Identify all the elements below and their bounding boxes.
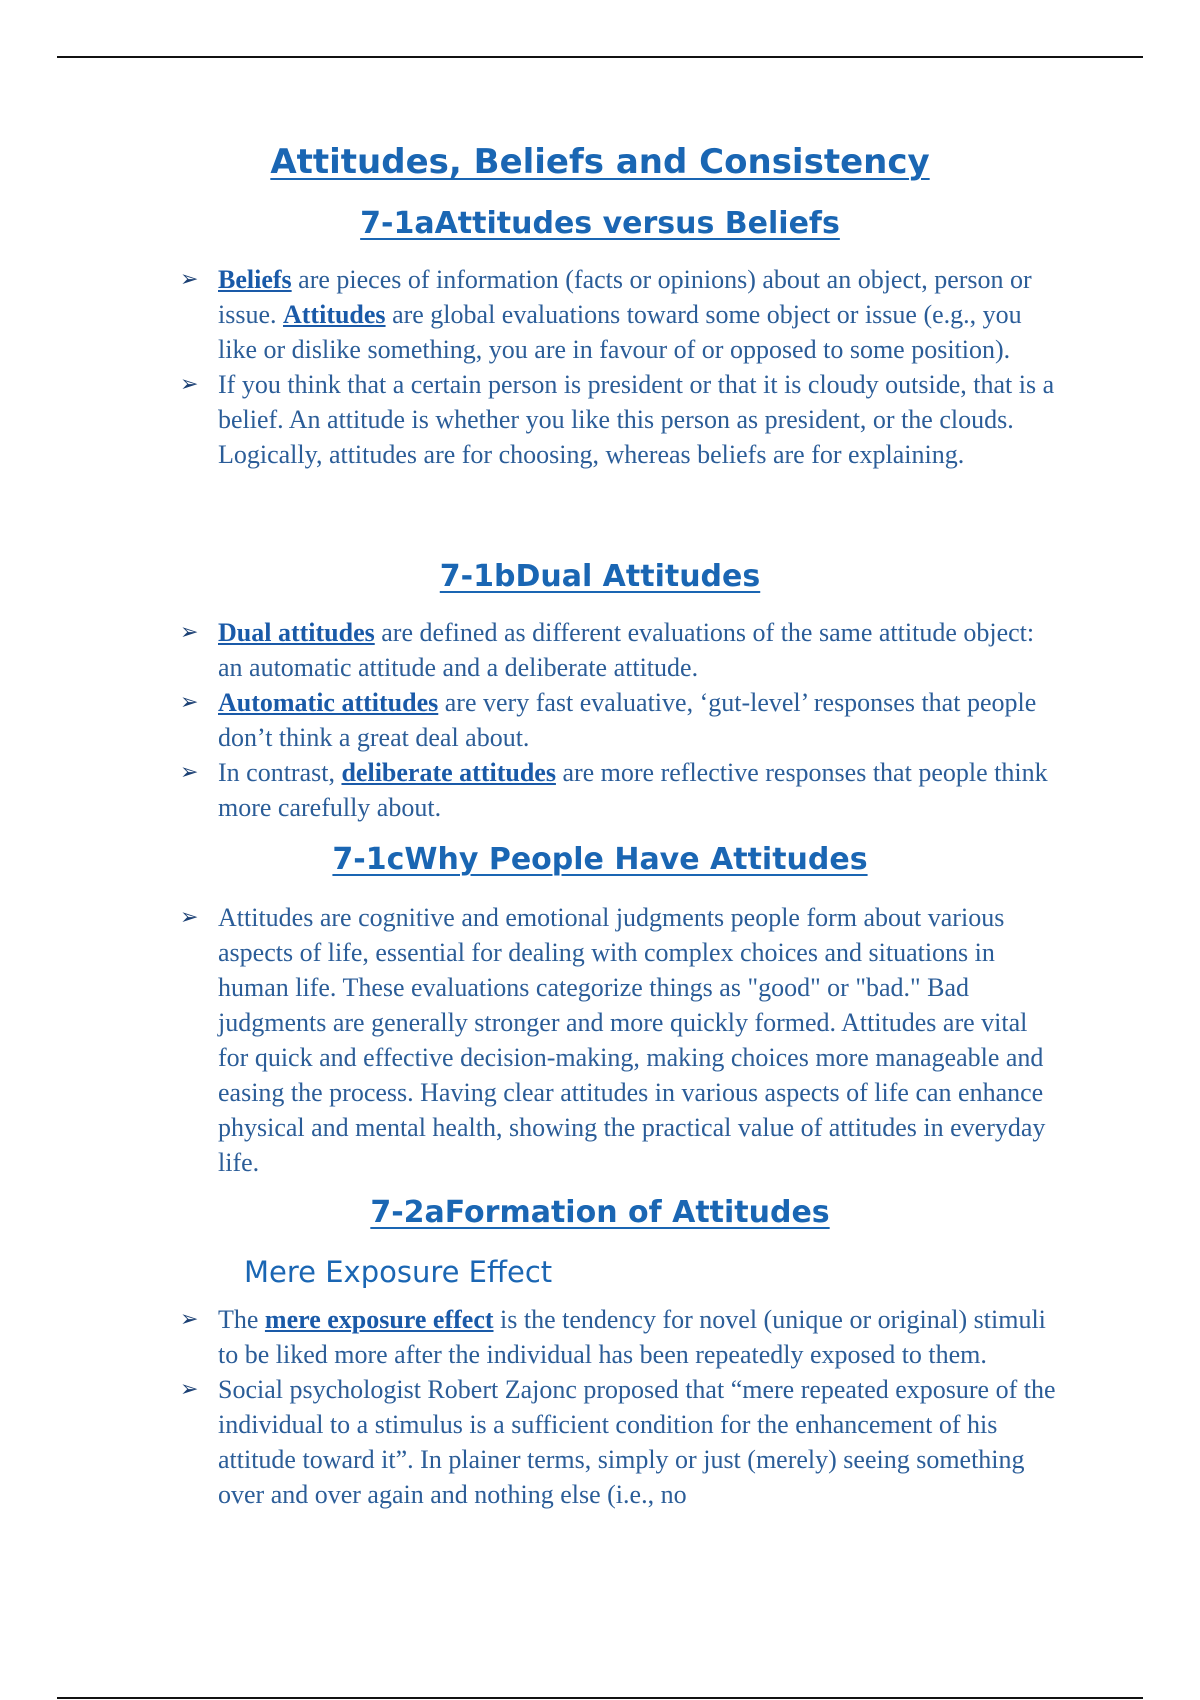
arrow-bullet-icon: ➢ [180, 267, 199, 292]
bullet-text: If you think that a certain person is president or that it is cloudy outside, that is a belief. An attitude is whether you like this person as president, or the clouds. Logically, attitudes are for choosing, whereas beliefs are for explaining. [218, 370, 1055, 469]
arrow-bullet-icon: ➢ [180, 1307, 199, 1332]
term-beliefs: Beliefs [218, 265, 292, 294]
bullet-list-attitudes-vs-beliefs [178, 262, 1058, 472]
list-item [178, 755, 1058, 825]
section-heading-formation-of-attitudes: 7-2aFormation of Attitudes [370, 1195, 830, 1230]
term-mere-exposure-effect: mere exposure effect [264, 1305, 494, 1334]
bullet-text: Attitudes are cognitive and emotional judgments people form about various aspects of life, essential for dealing with complex choices and situations in human life. These evaluations categorize things as "good" or "bad." Bad judgments are generally stronger and more quickly formed. Attitudes are vital for quick and effective decision-making, making choices more manageable and easing the process. Having clear attitudes in various aspects of life can enhance physical and mental health, showing the practical value of attitudes in everyday life. [218, 903, 1046, 1177]
bullet-text: are very fast evaluative, ‘gut-level’ responses that people don’t think a great deal about. [218, 688, 1037, 752]
arrow-bullet-icon: ➢ [180, 690, 199, 715]
bullet-list-dual-attitudes [178, 615, 1058, 825]
arrow-bullet-icon: ➢ [180, 620, 199, 645]
bullet-text: In contrast, [218, 758, 342, 787]
top-rule [57, 56, 1143, 58]
section-heading-dual-attitudes: 7-1bDual Attitudes [439, 559, 761, 594]
list-item [178, 262, 1058, 367]
bullet-text: are global evaluations toward some object or issue (e.g., you like or dislike something, you are in favour of or opposed to some position). [218, 300, 1022, 364]
bullet-text: Social psychologist Robert Zajonc proposed that “mere repeated exposure of the individual to a stimulus is a sufficient condition for the enhancement of his attitude toward it”. In plainer terms, simply or just (merely) seeing something over and over again and nothing else (i.e., no [218, 1375, 1056, 1509]
list-item [178, 685, 1058, 755]
section-heading-why-people-have-attitudes: 7-1cWhy People Have Attitudes [332, 842, 868, 877]
arrow-bullet-icon: ➢ [180, 1377, 199, 1402]
bullet-text: are defined as different evaluations of the same attitude object: an automatic attitude and a deliberate attitude. [218, 618, 1035, 682]
list-item [178, 1372, 1058, 1512]
arrow-bullet-icon: ➢ [180, 905, 199, 930]
bullet-text: are pieces of information (facts or opinions) about an object, person or issue. [218, 265, 1032, 329]
arrow-bullet-icon: ➢ [180, 372, 199, 397]
bullet-list-why-attitudes [178, 900, 1058, 1180]
bottom-rule [57, 1697, 1143, 1699]
bullet-text: The [218, 1305, 265, 1334]
section-heading-attitudes-vs-beliefs: 7-1aAttitudes versus Beliefs [360, 206, 840, 241]
term-deliberate-attitudes: deliberate attitudes [341, 758, 556, 787]
bullet-text: is the tendency for novel (unique or original) stimuli to be liked more after the individual has been repeatedly exposed to them. [218, 1305, 1046, 1369]
page-title: Attitudes, Beliefs and Consistency [270, 142, 930, 182]
term-dual-attitudes: Dual attitudes [218, 618, 375, 647]
term-automatic-attitudes: Automatic attitudes [218, 688, 439, 717]
bullet-list-formation [178, 1302, 1058, 1512]
subheading-mere-exposure-effect: Mere Exposure Effect [244, 1255, 553, 1289]
arrow-bullet-icon: ➢ [180, 760, 199, 785]
list-item [178, 615, 1058, 685]
term-attitudes: Attitudes [283, 300, 386, 329]
list-item [178, 1302, 1058, 1372]
bullet-text: are more reflective responses that people think more carefully about. [218, 758, 1048, 822]
list-item [178, 900, 1058, 1180]
list-item [178, 367, 1058, 472]
